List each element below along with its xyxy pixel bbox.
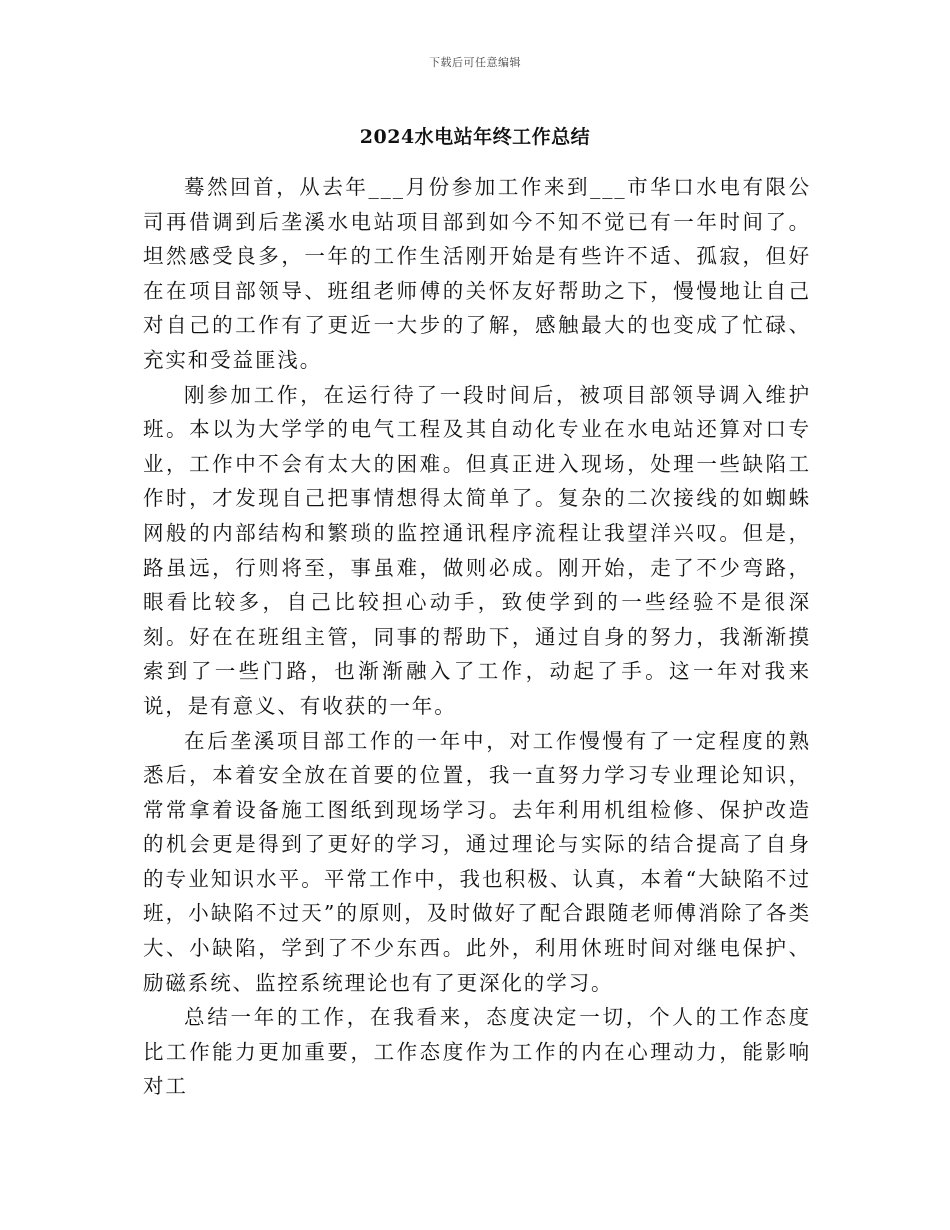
paragraph-1: 蓦然回首，从去年___月份参加工作来到___市华口水电有限公司再借调到后垄溪水电站项目部到如今不知不觉已有一年时间了。坦然感受良多，一年的工作生活刚开始是有些许不适、孤寂，但好在在项目部领导、班组老师傅的关怀友好帮助之下，慢慢地让自己对自己的工作有了更近一大步的了解，感触最大的也变成了忙碌、充实和受益匪浅。 xyxy=(143,175,811,372)
header-note: 下载后可任意编辑 xyxy=(429,56,521,69)
document-title: 2024水电站年终工作总结 xyxy=(359,126,591,148)
document-body xyxy=(143,170,811,1104)
paragraph-3: 在后垄溪项目部工作的一年中，对工作慢慢有了一定程度的熟悉后，本着安全放在首要的位置，我一直努力学习专业理论知识，常常拿着设备施工图纸到现场学习。去年利用机组检修、保护改造的机会更是得到了更好的学习，通过理论与实际的结合提高了自身的专业知识水平。平常工作中，我也积极、认真，本着“大缺陷不过班，小缺陷不过天”的原则，及时做好了配合跟随老师傅消除了各类大、小缺陷，学到了不少东西。此外，利用休班时间对继电保护、励磁系统、监控系统理论也有了更深化的学习。 xyxy=(143,728,811,995)
paragraph-2: 刚参加工作，在运行待了一段时间后，被项目部领导调入维护班。本以为大学学的电气工程及其自动化专业在水电站还算对口专业，工作中不会有太大的困难。但真正进入现场，处理一些缺陷工作时，才发现自己把事情想得太简单了。复杂的二次接线的如蜘蛛网般的内部结构和繁琐的监控通讯程序流程让我望洋兴叹。但是，路虽远，行则将至，事虽难，做则必成。刚开始，走了不少弯路，眼看比较多，自己比较担心动手，致使学到的一些经验不是很深刻。好在在班组主管，同事的帮助下，通过自身的努力，我渐渐摸索到了一些门路，也渐渐融入了工作，动起了手。这一年对我来说，是有意义、有收获的一年。 xyxy=(143,382,811,718)
paragraph-4: 总结一年的工作，在我看来，态度决定一切，个人的工作态度比工作能力更加重要，工作态度作为工作的内在心理动力，能影响对工 xyxy=(143,1005,811,1099)
